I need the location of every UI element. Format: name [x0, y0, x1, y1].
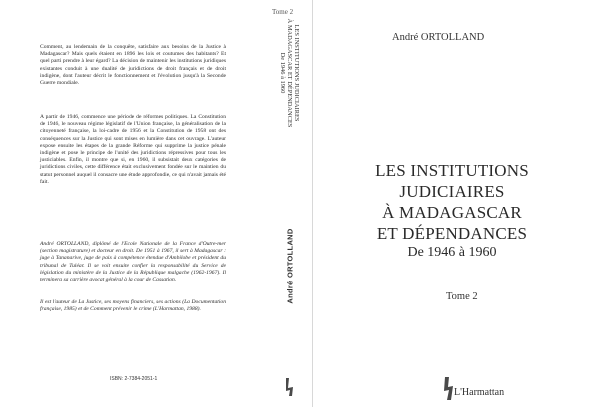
title-line: ET DÉPENDANCES — [376, 224, 528, 243]
title-line: JUDICIAIRES — [399, 182, 505, 201]
front-author: André ORTOLLAND — [392, 32, 485, 43]
spine-title-line: De 1946 à 1960 — [279, 52, 287, 94]
back-paragraph-1: Comment, au lendemain de la conquête, satisfaire aux besoins de la Justice à Madagascar? Mais quels étaient en 1896 les lois et coutumes des habitants? Et quel parti prendre à leur égard? La décision de maintenir les institutions juridiques existantes conduit à une dualité de juridictions de droit français et de droit indigène, dont l'auteur décrit le fonctionnement et l'évolution jusqu'à la Seconde Guerre mondiale. — [40, 44, 226, 87]
publisher-name: L'Harmattan — [454, 387, 505, 398]
author-bio: André ORTOLLAND, diplômé de l'Ecole Nationale de la France d'Outre-mer (section magistrature) et docteur en droit. De 1951 à 1967, il sert à Madagascar : juge à Tananarive, juge de paix à compétence étendue d'Ambilobe et président du tribunal de Tuléar. Il se voit ensuite confier la responsabilité du Service de législation du ministère de la Justice de la République malgache (1962-1967). Il terminera sa carrière avocat général à la cour de Cassation. — [40, 241, 226, 284]
isbn: ISBN: 2-7384-2051-1 — [110, 376, 158, 382]
title-line: LES INSTITUTIONS — [375, 161, 529, 180]
spine-title-line: LES INSTITUTIONS JUDICIAIRES — [293, 24, 301, 122]
back-paragraph-2: A partir de 1946, commence une période de réformes politiques. La Constitution de 1946, le nouveau régime législatif de l'Union française, la généralisation de la citoyenneté française, la loi-cadre de 1956 et la Constitution de 1958 ont des conséquences sur la Justice qui sont mises en lumière dans cet ouvrage. L'auteur expose ensuite les étapes de la grande Réforme qui supprime la justice pénale indigène et pose le principe de l'unité des juridictions répressives pour tous les justiciables. Enfin, il montre que si, en 1960, il subsistait deux catégories de juridictions civiles, cette différence était exclusivement fondée sur le maintien du statut personnel auquel il consacre une étude approfondie, ce qui n'avait jamais été fait. — [40, 114, 226, 185]
spine-title — [279, 19, 299, 128]
title-line: À MADAGASCAR — [382, 203, 522, 222]
author-bibliography: Il est l'auteur de La Justice, ses moyens financiers, ses actions (La Documentation française, 1985) et de Comment prévenir le crime (L'Harmattan, 1988). — [40, 299, 226, 313]
spine-tome: Tome 2 — [272, 8, 294, 16]
spine-author: André ORTOLLAND — [285, 228, 295, 304]
book-title — [352, 160, 552, 244]
date-range: De 1946 à 1960 — [407, 245, 497, 260]
spine-title-line: À MADAGASCAR ET DÉPENDANCES — [286, 18, 294, 128]
spine-publisher-logo-icon — [281, 376, 297, 398]
volume-label: Tome 2 — [446, 291, 478, 302]
back-cover — [0, 0, 268, 407]
